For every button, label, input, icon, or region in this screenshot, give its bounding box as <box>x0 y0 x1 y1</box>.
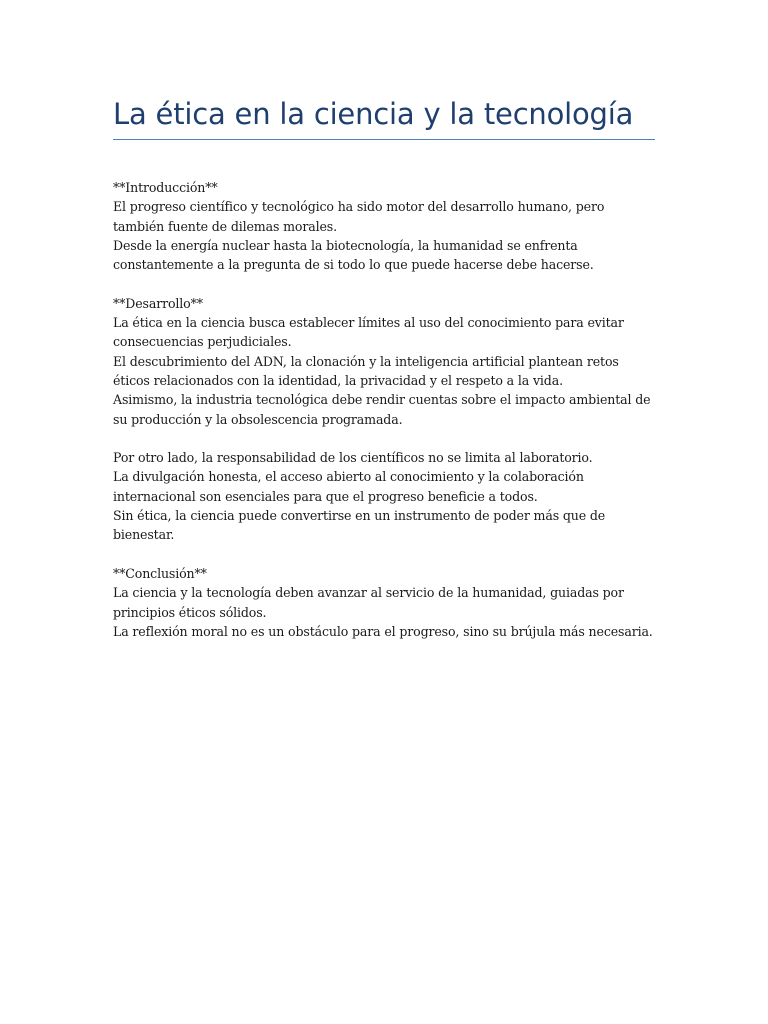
paragraph: La ética en la ciencia busca establecer límites al uso del conocimiento para evitar consecuencias perjudiciales. <box>113 315 624 350</box>
paragraph: Por otro lado, la responsabilidad de los científicos no se limita al laboratorio. <box>113 450 593 466</box>
document-page <box>113 94 655 641</box>
heading-conclusion: **Conclusión** <box>113 565 207 581</box>
paragraph: El descubrimiento del ADN, la clonación y la inteligencia artificial plantean retos éticos relacionados con la identidad, la privacidad y el respeto a la vida. <box>113 353 619 388</box>
paragraph: Sin ética, la ciencia puede convertirse en un instrumento de poder más que de bienestar. <box>113 508 606 543</box>
paragraph: El progreso científico y tecnológico ha sido motor del desarrollo humano, pero también fuente de dilemas morales. <box>113 199 605 234</box>
document-body <box>113 178 655 641</box>
heading-desarrollo: **Desarrollo** <box>113 295 203 311</box>
paragraph: La ciencia y la tecnología deben avanzar al servicio de la humanidad, guiadas por principios éticos sólidos. <box>113 585 624 620</box>
paragraph: Desde la energía nuclear hasta la biotecnología, la humanidad se enfrenta constantemente a la pregunta de si todo lo que puede hacerse debe hacerse. <box>113 237 594 273</box>
blank-line <box>113 274 655 293</box>
heading-introduccion: **Introducción** <box>113 180 218 195</box>
paragraph: Asimismo, la industria tecnológica debe rendir cuentas sobre el impacto ambiental de su producción y la obsolescencia programada. <box>113 392 651 427</box>
blank-line <box>113 545 655 564</box>
paragraph: La reflexión moral no es un obstáculo para el progreso, sino su brújula más necesaria. <box>113 623 653 639</box>
paragraph: La divulgación honesta, el acceso abierto al conocimiento y la colaboración internacional son esenciales para que el progreso beneficie a todos. <box>113 469 584 504</box>
blank-line <box>113 429 655 448</box>
title-underline-divider <box>113 139 655 140</box>
document-title: La ética en la ciencia y la tecnología <box>113 97 634 131</box>
